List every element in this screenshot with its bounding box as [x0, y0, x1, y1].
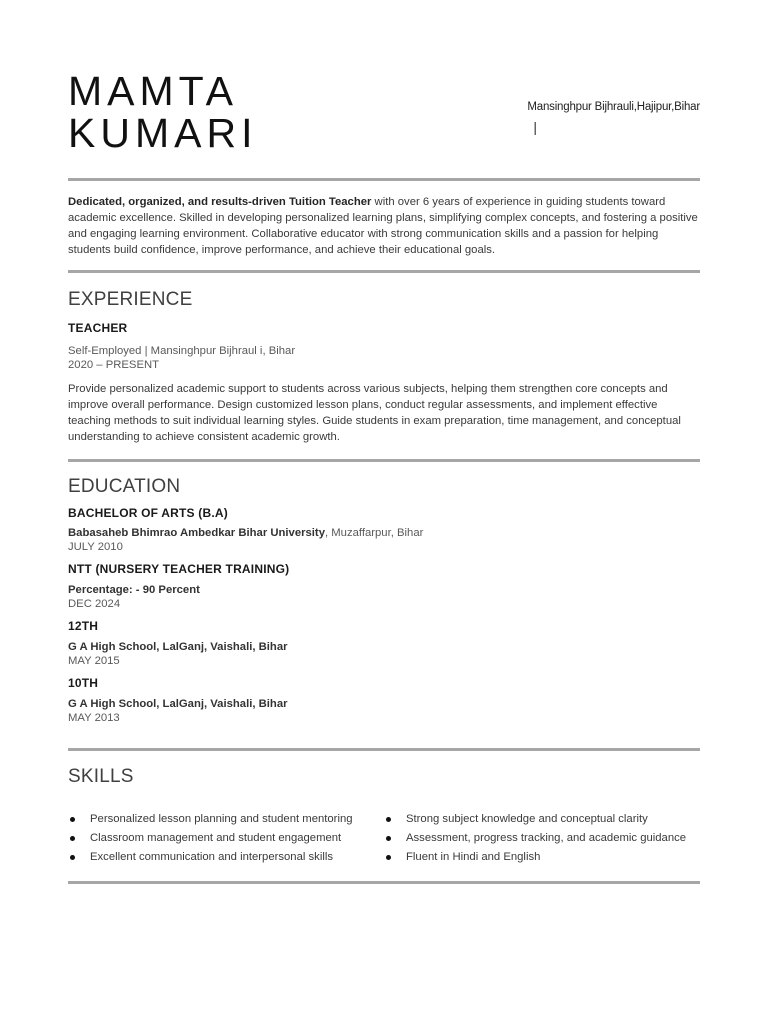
bullet-icon — [70, 836, 75, 841]
job-entry — [68, 321, 700, 445]
section-title-education: EDUCATION — [68, 476, 181, 497]
bullet-icon — [70, 817, 75, 822]
degree: BACHELOR OF ARTS (B.A) — [68, 506, 228, 520]
first-name: MAMTA — [68, 68, 239, 114]
institution: G A High School, LalGanj, Vaishali, Bihar — [68, 698, 288, 710]
skill-text: Strong subject knowledge and conceptual clarity — [406, 813, 648, 825]
education-section — [68, 462, 700, 725]
education-entry — [68, 676, 700, 725]
candidate-name — [68, 70, 257, 154]
experience-section — [68, 273, 700, 445]
divider — [68, 881, 700, 884]
skill-item — [68, 829, 384, 848]
resume-page — [68, 0, 700, 884]
skills-section — [68, 751, 700, 867]
bullet-icon — [386, 855, 391, 860]
bullet-icon — [70, 855, 75, 860]
job-org: Self-Employed | Mansinghpur Bijhraul i, Bihar — [68, 345, 296, 357]
skills-list-right — [384, 810, 700, 867]
skill-item — [384, 829, 700, 848]
contact-separator: | — [533, 119, 537, 135]
skill-item — [68, 848, 384, 867]
degree: NTT (NURSERY TEACHER TRAINING) — [68, 562, 290, 576]
degree: 10TH — [68, 676, 99, 690]
education-date: DEC 2024 — [68, 598, 121, 610]
bullet-icon — [386, 836, 391, 841]
skill-text: Assessment, progress tracking, and academic guidance — [406, 832, 687, 844]
skill-text: Classroom management and student engagement — [90, 832, 342, 844]
skills-columns — [68, 810, 700, 867]
summary-lead: Dedicated, organized, and results-driven Tuition Teacher — [68, 196, 372, 208]
last-name: KUMARI — [68, 110, 258, 156]
contact-info — [527, 101, 700, 135]
skill-text: Fluent in Hindi and English — [406, 851, 541, 863]
skill-item — [384, 848, 700, 867]
section-title-experience: EXPERIENCE — [68, 289, 193, 310]
education-date: JULY 2010 — [68, 541, 123, 553]
skill-text: Excellent communication and interpersonal skills — [90, 851, 333, 863]
bullet-icon — [386, 817, 391, 822]
skills-list-left — [68, 810, 384, 867]
summary-text: with over 6 years of experience in guiding students toward academic excellence. Skilled in developing personalized learning plans, simplifying complex concepts, and fostering a positive and engaging learning environment. Collaborative educator with strong communication skills and a passion for helping students build confidence, improve performance, and achieve their educational goals. — [68, 196, 698, 256]
job-description: Provide personalized academic support to students across various subjects, helping them strengthen core concepts and improve overall performance. Design customized lesson plans, conduct regular assessments, and implement effective teaching methods to suit individual learning styles. Guide students in exam preparation, time management, and conceptual understanding to achieve consistent academic growth. — [68, 383, 681, 443]
job-dates: 2020 – PRESENT — [68, 359, 160, 371]
skill-text: Personalized lesson planning and student mentoring — [90, 813, 353, 825]
resume-header — [68, 0, 700, 178]
address: Mansinghpur Bijhrauli,Hajipur,Bihar — [527, 101, 700, 113]
institution-line — [68, 526, 700, 540]
institution: Percentage: - 90 Percent — [68, 584, 200, 596]
education-entry — [68, 506, 700, 554]
section-title-skills: SKILLS — [68, 766, 134, 787]
institution-line — [68, 697, 700, 711]
degree: 12TH — [68, 619, 99, 633]
institution-line — [68, 640, 700, 654]
education-entry — [68, 562, 700, 611]
education-date: MAY 2015 — [68, 655, 120, 667]
institution-location: , Muzaffarpur, Bihar — [324, 527, 424, 539]
institution-line — [68, 583, 700, 597]
education-entry — [68, 619, 700, 668]
skill-item — [68, 810, 384, 829]
education-date: MAY 2013 — [68, 712, 120, 724]
institution: Babasaheb Bhimrao Ambedkar Bihar University — [68, 527, 325, 539]
profile-summary — [68, 181, 700, 270]
skill-item — [384, 810, 700, 829]
job-role: TEACHER — [68, 321, 128, 335]
institution: G A High School, LalGanj, Vaishali, Bihar — [68, 641, 288, 653]
